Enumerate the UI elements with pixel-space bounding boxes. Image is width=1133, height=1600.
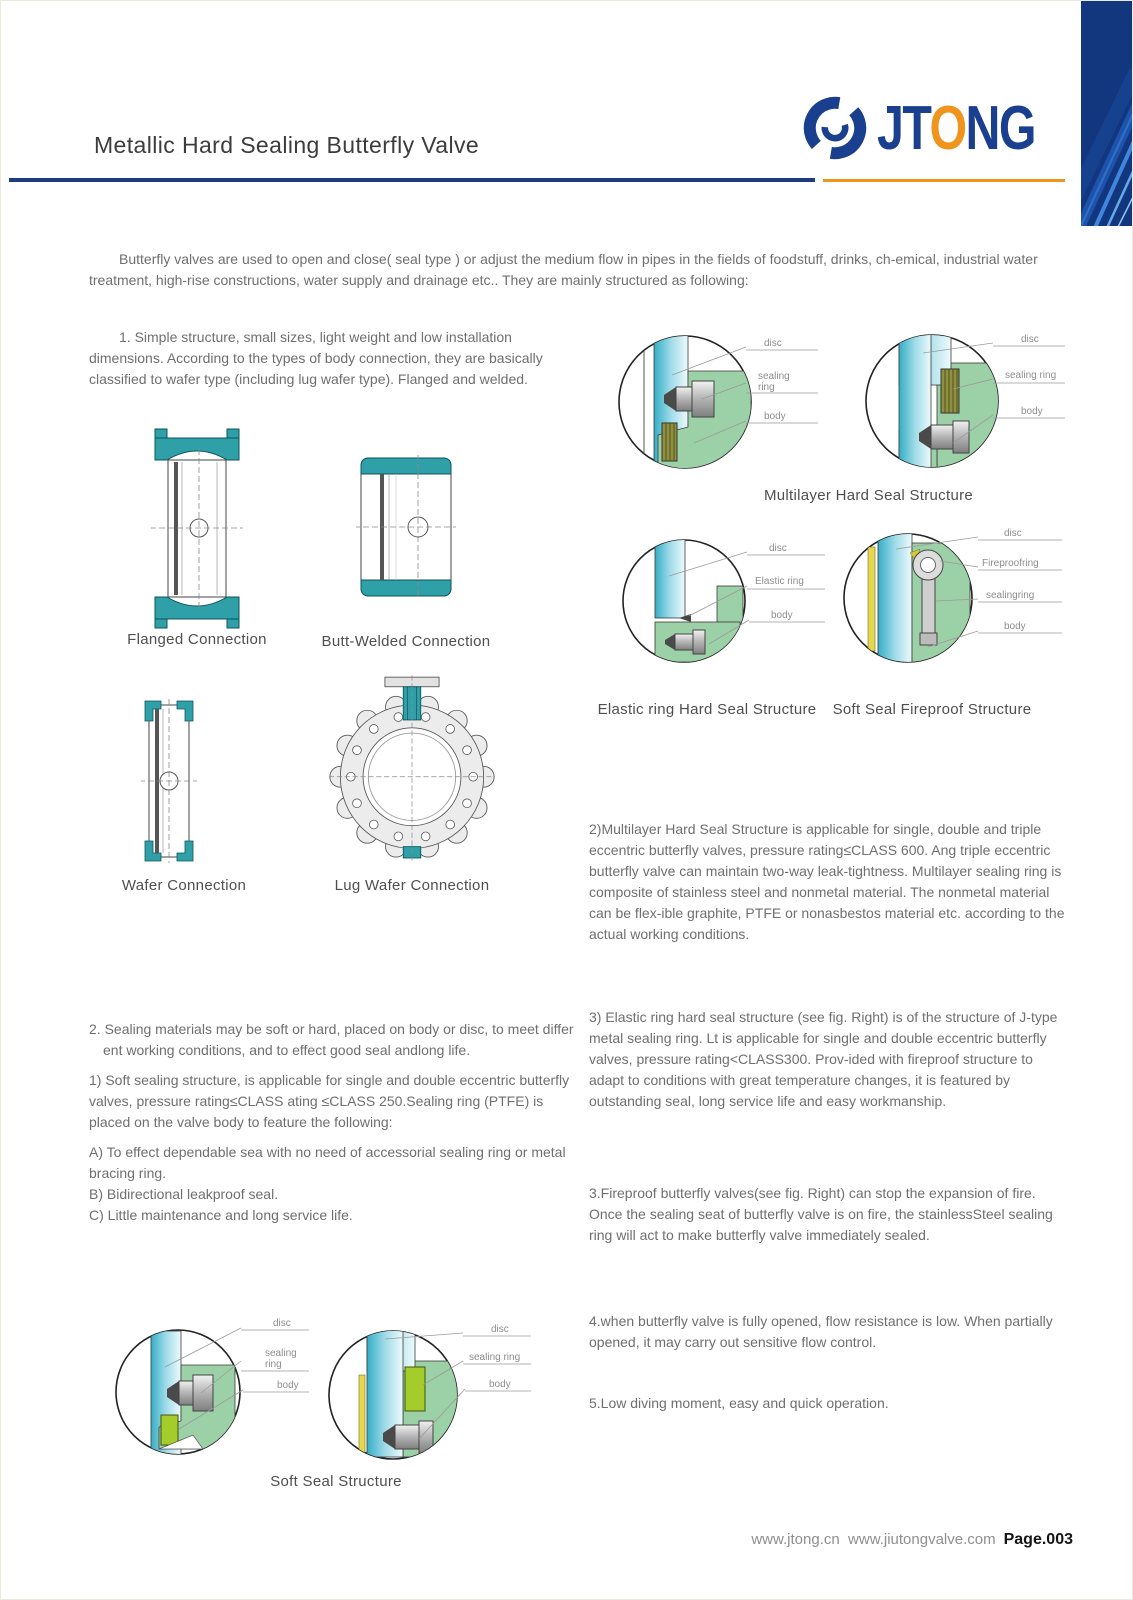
- label-body: body: [489, 1379, 511, 1390]
- footer-page-number: Page.003: [1003, 1531, 1073, 1548]
- label-sealing-ring: sealing ring: [469, 1352, 521, 1363]
- caption-soft-seal-structure: Soft Seal Structure: [270, 1473, 402, 1490]
- left-item-c: C) Little maintenance and long service life.: [89, 1207, 353, 1223]
- label-sealing: sealing: [758, 371, 790, 382]
- multilayer-seal-figure-left: [606, 323, 821, 481]
- header-rule-blue: [9, 178, 815, 182]
- left-item-b: B) Bidirectional leakproof seal.: [89, 1186, 279, 1202]
- page-footer: [601, 1531, 1073, 1549]
- jtong-logo-swirl-icon: [799, 89, 871, 167]
- label-disc: disc: [764, 338, 782, 349]
- label-sealingring: sealingring: [986, 590, 1035, 601]
- multilayer-seal-figure-right: [853, 323, 1068, 481]
- label-body: body: [1004, 621, 1026, 632]
- corner-stripes-graphic: [1081, 1, 1133, 226]
- left-paragraph-3: 1) Soft sealing structure, is applicable for single and double eccentric butterfly valves, pressure rating≤CLASS ating ≤CLASS 250.Sealing ring (PTFE) is placed on the valve body to feature the following:: [89, 1072, 570, 1130]
- label-disc: disc: [491, 1324, 509, 1335]
- caption-multilayer-hard-seal: Multilayer Hard Seal Structure: [763, 487, 974, 504]
- label-body: body: [771, 610, 793, 621]
- footer-url-jtong: www.jtong.cn: [751, 1531, 840, 1548]
- label-sealing: sealing: [265, 1348, 297, 1359]
- caption-wafer-connection: Wafer Connection: [121, 877, 247, 894]
- left-item-a: A) To effect dependable sea with no need of accessorial sealing ring or metal bracing ring.: [89, 1144, 566, 1181]
- caption-flanged-connection: Flanged Connection: [127, 631, 267, 648]
- caption-butt-welded-connection: Butt-Welded Connection: [321, 633, 491, 650]
- label-disc: disc: [769, 543, 787, 554]
- butt-welded-connection-figure: [356, 453, 456, 601]
- label-sealing-ring: sealing ring: [1005, 370, 1057, 381]
- label-fireproof-ring: Fireproofring: [982, 558, 1039, 569]
- elastic-ring-seal-figure: [609, 526, 829, 678]
- jtong-logo-text: [877, 93, 1035, 164]
- logo-jt: JT: [877, 93, 930, 163]
- left-text-block: [89, 1019, 575, 1226]
- label-body: body: [764, 411, 786, 422]
- label-disc: disc: [1021, 334, 1039, 345]
- lug-wafer-connection-figure: [329, 675, 495, 861]
- left-paragraph-2: 2. Sealing materials may be soft or hard, placed on body or disc, to meet differ ent working conditions, and to effect good seal andlong life.: [89, 1021, 574, 1058]
- page-title: Metallic Hard Sealing Butterfly Valve: [94, 132, 480, 158]
- label-body: body: [277, 1380, 299, 1391]
- right-paragraph-elastic: 3) Elastic ring hard seal structure (see fig. Right) is of the structure of J-type metal sealing ring. Lt is applicable for single and double eccentric butterfly valves, pressure rating<CLASS300. Prov-ided with fireproof structure to adapt to conditions with great temperature changes, it is featured by outstanding seal, long service life and easy workmanship.: [589, 1009, 1058, 1109]
- label-elastic-ring: Elastic ring: [755, 576, 804, 587]
- soft-seal-figure-right: [319, 1309, 534, 1469]
- right-paragraph-fireproof: 3.Fireproof butterfly valves(see fig. Right) can stop the expansion of fire. Once the sealing seat of butterfly valve is on fire, the stainlessSteel sealing ring will act to make butterfly valve immediately sealed.: [589, 1185, 1053, 1243]
- label-disc: disc: [1004, 528, 1022, 539]
- flanged-connection-figure: [151, 427, 243, 630]
- logo-ng: NG: [965, 93, 1035, 163]
- soft-seal-fireproof-figure: [836, 521, 1066, 681]
- logo-o: O: [929, 93, 966, 163]
- wafer-connection-figure: [141, 697, 197, 865]
- header-rule-orange: [823, 179, 1065, 182]
- label-body: body: [1021, 406, 1043, 417]
- intro-paragraph: Butterfly valves are used to open and close( seal type ) or adjust the medium flow in pipes in the fields of foodstuff, drinks, ch-emical, industrial water treatment, high-rise constructions, water supply and drainage etc.. They are mainly structured as following:: [89, 251, 1038, 288]
- right-paragraph-multilayer: 2)Multilayer Hard Seal Structure is applicable for single, double and triple eccentric butterfly valves, pressure rating≤CLASS 600. Ang triple eccentric butterfly valve can maintain two-way leak-tightness. Multilayer sealing ring is composite of stainless steel and nonmetal material. The nonmetal material can be flex-ible graphite, PTFE or nonasbestos material etc. according to the actual working conditions.: [589, 821, 1065, 942]
- right-paragraph-moment: 5.Low diving moment, easy and quick operation.: [589, 1395, 889, 1411]
- right-paragraph-flow: 4.when butterfly valve is fully opened, flow resistance is low. When partially opened, it may carry out sensitive flow control.: [589, 1313, 1053, 1350]
- left-paragraph-1: 1. Simple structure, small sizes, light weight and low installation dimensions. According to the types of body connection, they are basically classified to wafer type (including lug wafer type). Flanged and welded.: [89, 329, 543, 387]
- footer-url-jiutongvalve: www.jiutongvalve.com: [848, 1531, 996, 1548]
- caption-lug-wafer-connection: Lug Wafer Connection: [334, 877, 490, 894]
- jtong-logo: [799, 89, 1079, 167]
- label-ring: ring: [758, 382, 775, 393]
- label-ring: ring: [265, 1359, 282, 1370]
- caption-elastic-ring-hard-seal: Elastic ring Hard Seal Structure: [597, 701, 817, 718]
- label-disc: disc: [273, 1318, 291, 1329]
- caption-soft-seal-fireproof: Soft Seal Fireproof Structure: [832, 701, 1032, 718]
- soft-seal-figure-left: [113, 1307, 313, 1462]
